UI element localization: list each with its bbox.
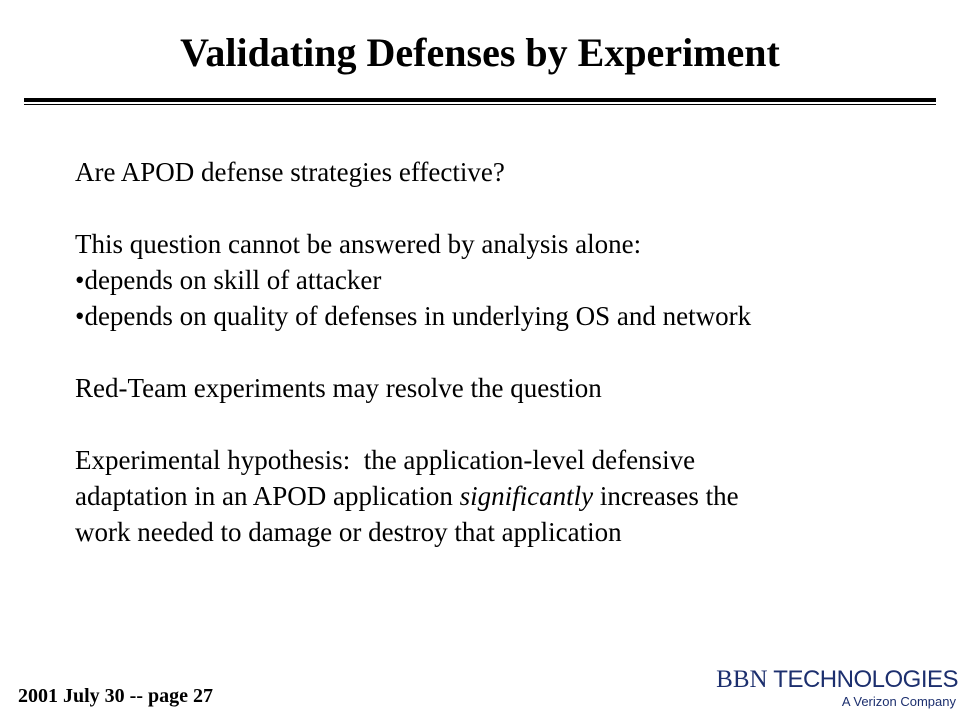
title-divider-thin (24, 104, 936, 105)
bbn-technologies-logo (716, 666, 958, 714)
slide-title: Validating Defenses by Experiment (180, 30, 780, 75)
hypothesis-line-1: Experimental hypothesis: the application-level defensive (75, 445, 696, 475)
spacer (75, 406, 935, 442)
bullet-item: •depends on quality of defenses in underlying OS and network (75, 301, 752, 331)
logo-tagline: A Verizon Company (841, 694, 956, 709)
hypothesis-emphasis: significantly (459, 481, 594, 511)
page-footer: 2001 July 30 -- page 27 (18, 685, 213, 707)
hypothesis-line-3: work needed to damage or destroy that application (75, 517, 622, 547)
question-line: Are APOD defense strategies effective? (75, 157, 505, 187)
slide-body (75, 154, 935, 550)
red-team-line: Red-Team experiments may resolve the question (75, 373, 602, 403)
hypothesis-line-2-prefix: adaptation in an APOD application (75, 481, 460, 511)
analysis-intro-line: This question cannot be answered by analysis alone: (75, 229, 642, 259)
logo-technologies: TECHNOLOGIES (773, 666, 958, 693)
bullet-item: •depends on skill of attacker (75, 265, 382, 295)
title-divider-thick (24, 98, 936, 102)
hypothesis-line-2 (75, 478, 935, 514)
hypothesis-line-2-suffix: increases the (593, 481, 739, 511)
spacer (75, 190, 935, 226)
logo-bbn: BBN (716, 666, 768, 693)
logo-wordmark (716, 666, 958, 694)
spacer (75, 334, 935, 370)
